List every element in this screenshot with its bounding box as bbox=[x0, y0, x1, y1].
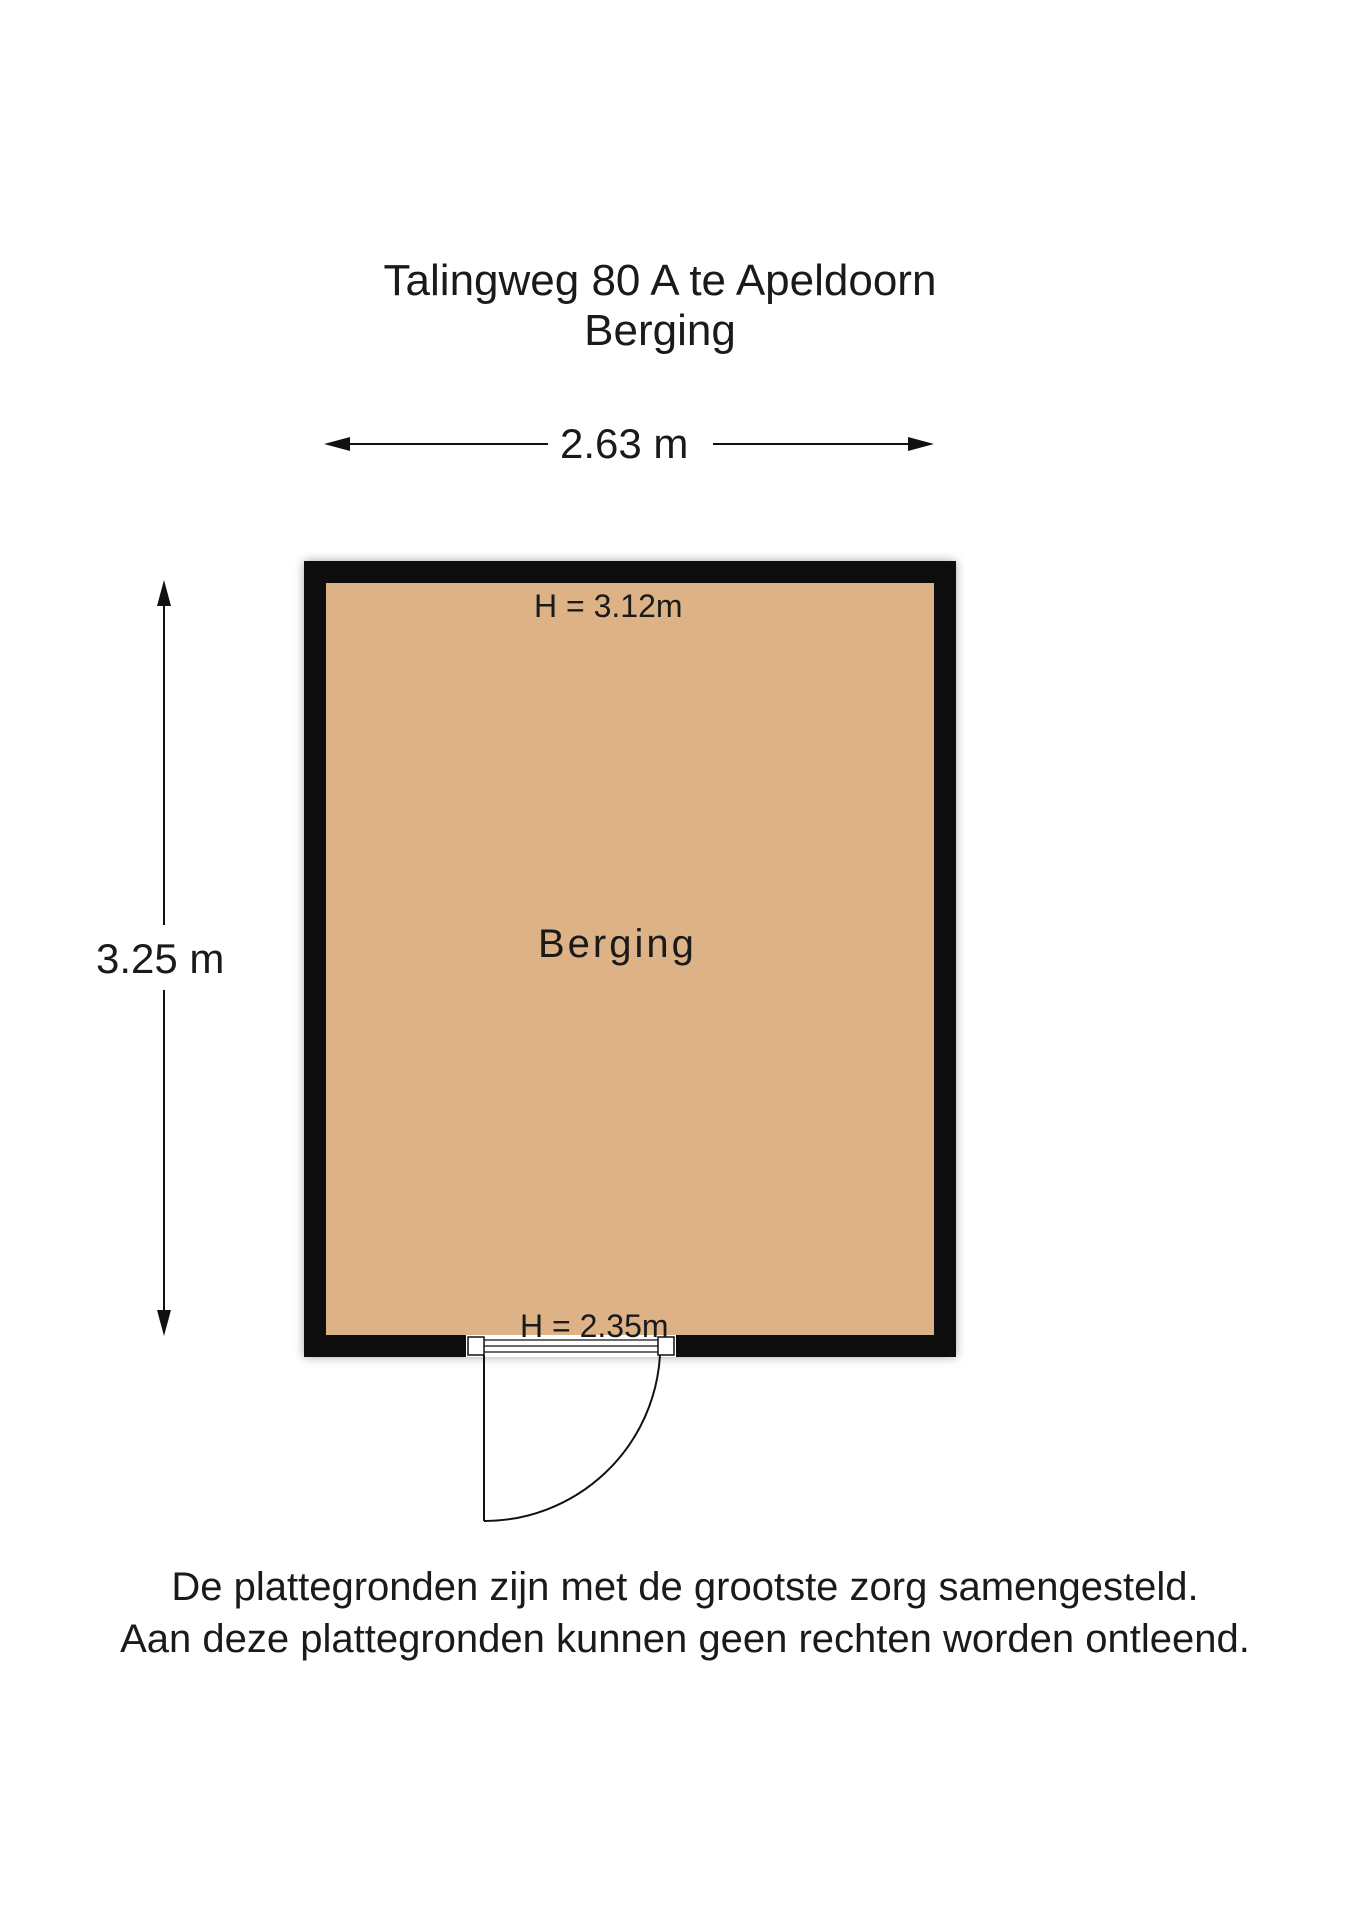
width-dimension-label: 2.63 m bbox=[560, 420, 689, 467]
ceiling-height-bottom-label: H = 2.35m bbox=[520, 1308, 669, 1344]
depth-dimension-label: 3.25 m bbox=[96, 935, 225, 982]
floor-name-subtitle: Berging bbox=[584, 306, 736, 355]
disclaimer-line-1: De plattegronden zijn met de grootste zorg samengesteld. bbox=[171, 1565, 1199, 1609]
address-title: Talingweg 80 A te Apeldoorn bbox=[383, 256, 937, 305]
door bbox=[466, 1335, 676, 1521]
disclaimer-line-2: Aan deze plattegronden kunnen geen rechten worden ontleend. bbox=[120, 1617, 1250, 1661]
room-name-label: Berging bbox=[538, 922, 697, 966]
ceiling-height-top-label: H = 3.12m bbox=[534, 588, 683, 624]
